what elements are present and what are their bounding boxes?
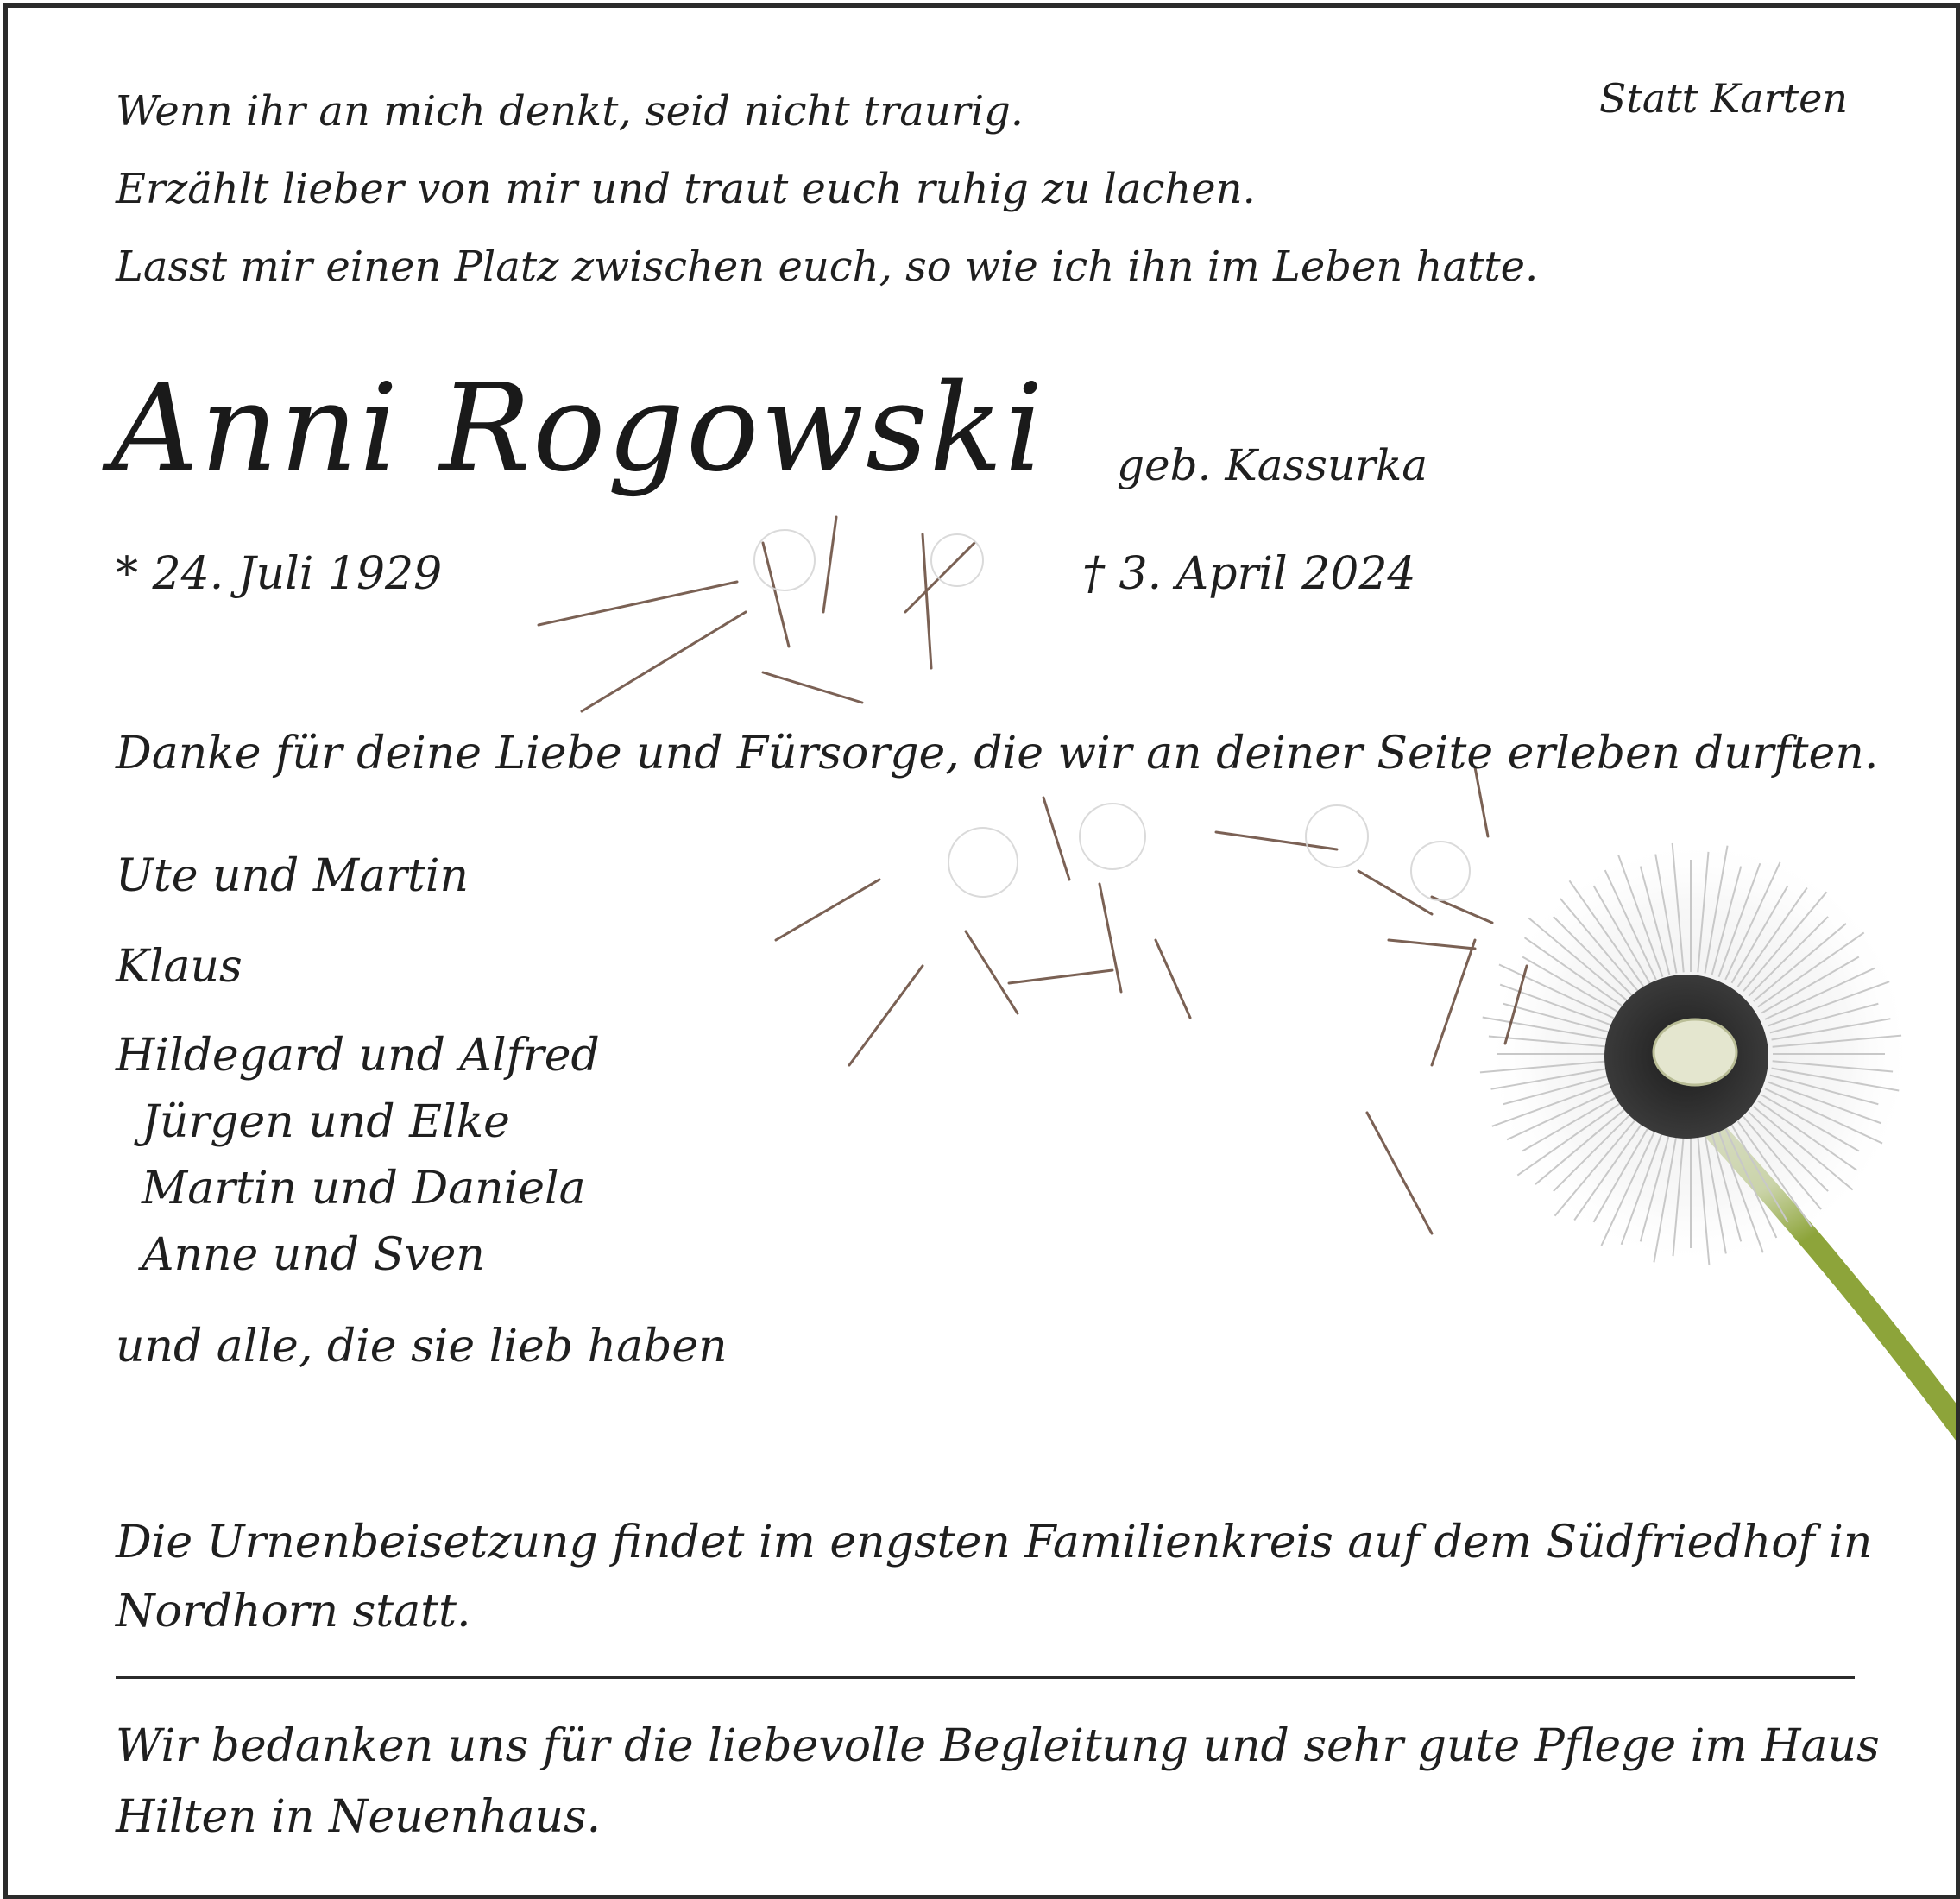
mourner-group-3: Hildegard und Alfred xyxy=(116,1030,600,1082)
birth-date: * 24. Juli 1929 xyxy=(116,548,443,600)
deceased-name: Anni Rogowski xyxy=(111,358,1045,499)
poem-line-3: Lasst mir einen Platz zwischen euch, so wie ich ihn im Leben hatte. xyxy=(116,243,1539,291)
burial-line-2: Nordhorn statt. xyxy=(116,1586,471,1637)
obituary-notice xyxy=(3,3,1960,1899)
mourner-closing: und alle, die sie lieb haben xyxy=(116,1321,728,1372)
death-date: † 3. April 2024 xyxy=(1082,548,1416,600)
mourner-group-1: Ute und Martin xyxy=(116,850,469,902)
statt-karten-note: Statt Karten xyxy=(1598,75,1848,122)
maiden-name: geb. Kassurka xyxy=(1117,440,1428,490)
burial-line-1: Die Urnenbeisetzung findet im engsten Familienkreis auf dem Südfriedhof in xyxy=(116,1517,1873,1568)
mourner-group-2: Klaus xyxy=(116,941,243,993)
divider xyxy=(116,1676,1855,1679)
poem-line-1: Wenn ihr an mich denkt, seid nicht traurig. xyxy=(116,87,1024,136)
gratitude-line-1: Wir bedanken uns für die liebevolle Begleitung und sehr gute Pflege im Haus xyxy=(116,1720,1880,1772)
poem-line-2: Erzählt lieber von mir und traut euch ruhig zu lachen. xyxy=(116,165,1256,213)
gratitude-line-2: Hilten in Neuenhaus. xyxy=(116,1791,602,1843)
mourner-sub-3: Anne und Sven xyxy=(142,1229,485,1281)
thanks-text: Danke für deine Liebe und Fürsorge, die wir an deiner Seite erleben durften. xyxy=(116,728,1879,779)
mourner-sub-1: Jürgen und Elke xyxy=(142,1096,510,1148)
mourner-sub-2: Martin und Daniela xyxy=(142,1163,586,1214)
